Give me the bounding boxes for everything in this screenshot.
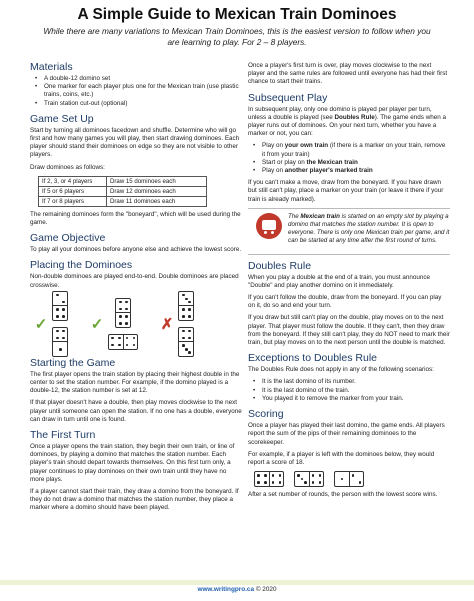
list-item: • It is the last domino of its number. bbox=[248, 378, 450, 386]
footer-copyright: © 2020 bbox=[254, 586, 277, 593]
list-item bbox=[248, 159, 450, 167]
domino-tile bbox=[52, 327, 68, 357]
table-cell: Draw 12 dominoes each bbox=[107, 186, 207, 196]
scoring-dominoes bbox=[254, 471, 450, 487]
text-run: Mexican train bbox=[300, 212, 340, 220]
text-run: Start or play on bbox=[262, 158, 307, 166]
exceptions-list bbox=[248, 378, 450, 403]
table-cell: If 2, 3, or 4 players bbox=[39, 176, 107, 186]
subsequent-paragraph bbox=[248, 106, 450, 139]
materials-heading: Materials bbox=[30, 61, 73, 73]
right-intro-paragraph: Once a player's first turn is over, play moves clockwise to the next player and the same rules are followed until everyone has had their first chance to start their trains. bbox=[248, 62, 448, 86]
table-row bbox=[39, 176, 207, 186]
list-item: • You played it to remove the marker from your train. bbox=[248, 395, 450, 403]
setup-paragraph: Start by turning all dominoes facedown and shuffle. Determine who will go first and how many games you will play, then start drawing dominoes. Each player should stand their dominoes on edge so they are not visible to other players. bbox=[30, 126, 240, 159]
subsequent-paragraph-2: If you can't make a move, draw from the boneyard. If you have drawn but still can't play, place a marker on your train (or leave it there if your train is already marked). bbox=[248, 179, 444, 203]
domino-stack bbox=[52, 291, 68, 357]
domino-tile bbox=[115, 298, 131, 328]
list-item: • It is the last domino of the train. bbox=[248, 387, 450, 395]
objective-heading: Game Objective bbox=[30, 232, 106, 245]
exceptions-heading: Exceptions to Doubles Rule bbox=[248, 352, 377, 365]
setup-draw-text: Draw dominoes as follows: bbox=[30, 163, 105, 171]
text-run: Play on bbox=[262, 142, 285, 150]
mexican-train-note-text bbox=[288, 213, 450, 246]
page-title: A Simple Guide to Mexican Train Dominoes bbox=[77, 6, 397, 23]
domino-tile bbox=[178, 291, 194, 321]
subsequent-options-list bbox=[248, 142, 450, 175]
placing-heading: Placing the Dominoes bbox=[30, 259, 133, 272]
objective-paragraph: To play all your dominoes before anyone else and achieve the lowest score. bbox=[30, 246, 242, 254]
scoring-paragraph-2: For example, if a player is left with the dominoes below, they would report a score of 18. bbox=[248, 450, 435, 466]
footer bbox=[0, 586, 474, 593]
draw-table bbox=[38, 176, 207, 207]
doubles-paragraph-1: When you play a double at the end of a train, you must announce "Double" and play another domino on it immediately. bbox=[248, 273, 431, 289]
text-run: is started on an empty slot by playing a domino that matches the station number. It is open to everyone. There is only one Mexican train per game, and it can be started at any time after the first round of turns. bbox=[288, 212, 450, 245]
doubles-paragraph-3: If you draw but still can't play on the double, play moves on to the next player. That player must follow the double. If they can't, then they draw from the boneyard. If they still can't play, they do NOT need to mark their train, but play moves on to the next person until the double is matched. bbox=[248, 314, 450, 347]
domino-tile bbox=[334, 471, 364, 487]
setup-heading: Game Set Up bbox=[30, 112, 94, 125]
first-turn-paragraph-1: Once a player opens the train station, they begin their own train, or line of dominoes, by playing a domino that matches the station number. Each player's train should depart towards themselves. On this first turn only, a player continues to play dominoes on their own train until they have no more plays. bbox=[30, 443, 235, 483]
text-run: ). The game ends when a player runs out of dominoes. On your next turn, whether you have a marker or not, you can: bbox=[248, 113, 447, 138]
check-icon: ✓ bbox=[90, 315, 104, 333]
domino-tile bbox=[178, 327, 194, 357]
domino-tile bbox=[108, 334, 138, 350]
scoring-paragraph-1: Once a player has played their last domino, the game ends. All players report the sum of the pips of their remaining dominoes to the scorekeeper. bbox=[248, 422, 445, 446]
mexican-train-note bbox=[248, 208, 450, 255]
list-item: • A double-12 domino set bbox=[30, 75, 242, 83]
domino-example-correct-1 bbox=[34, 296, 68, 352]
footer-link[interactable]: www.writingpro.ca bbox=[197, 586, 255, 593]
scoring-heading: Scoring bbox=[248, 408, 284, 421]
check-icon: ✓ bbox=[34, 315, 48, 333]
exceptions-paragraph: The Doubles Rule does not apply in any of the following scenarios: bbox=[248, 366, 434, 374]
domino-tile bbox=[254, 471, 284, 487]
table-row bbox=[39, 196, 207, 206]
list-item: • One marker for each player plus one for the Mexican train (use plastic trains, coins, etc.) bbox=[30, 83, 242, 99]
starting-paragraph-2: If that player doesn't have a double, then play moves clockwise to the next player until someone can open the station. If no one has a double, everyone can draw in turn until one is found. bbox=[30, 399, 242, 423]
domino-examples bbox=[34, 296, 242, 352]
text-run: the Mexican train bbox=[306, 158, 358, 166]
domino-tile bbox=[52, 291, 68, 321]
scoring-paragraph-3: After a set number of rounds, the person with the lowest score wins. bbox=[248, 491, 438, 499]
text-run: In subsequent play, only one domino is played per player per turn, unless a double is played (see bbox=[248, 105, 432, 121]
doubles-rule-ref: Doubles Rule bbox=[334, 113, 375, 121]
text-run: Play on bbox=[262, 167, 285, 175]
placing-paragraph: Non-double dominoes are played end-to-end. Double dominoes are placed crosswise. bbox=[30, 273, 239, 289]
train-icon bbox=[256, 213, 282, 239]
doubles-paragraph-2: If you can't follow the double, draw from the boneyard. If you can play on it, do so and end your turn. bbox=[248, 294, 442, 310]
domino-stack bbox=[108, 298, 138, 350]
table-cell: If 7 or 8 players bbox=[39, 196, 107, 206]
subsequent-heading: Subsequent Play bbox=[248, 91, 328, 104]
domino-example-incorrect bbox=[160, 296, 194, 352]
domino-stack bbox=[178, 291, 194, 357]
text-run: (if there is a marker on your train, remove it from your train) bbox=[262, 142, 446, 158]
starting-heading: Starting the Game bbox=[30, 356, 116, 369]
right-column bbox=[248, 62, 450, 503]
table-cell: Draw 15 dominoes each bbox=[107, 176, 207, 186]
footer-bar bbox=[0, 580, 474, 585]
text-run: your own train bbox=[284, 142, 329, 150]
table-cell: If 5 or 6 players bbox=[39, 186, 107, 196]
list-item: • Train station cut-out (optional) bbox=[30, 100, 242, 108]
text-run: The bbox=[288, 212, 301, 220]
starting-paragraph-1: The first player opens the train station by placing their highest double in the center to set the station number. For example, if the domino played is a double-12, the station number is set at 12. bbox=[30, 370, 240, 395]
text-run: another player's marked train bbox=[284, 167, 373, 175]
doubles-heading: Doubles Rule bbox=[248, 259, 312, 272]
list-item bbox=[248, 142, 450, 158]
first-turn-paragraph-2: If a player cannot start their train, they draw a domino from the boneyard. If they do not draw a domino that matches the station number, they place a marker where a domino should have been played. bbox=[30, 488, 239, 512]
materials-list bbox=[30, 75, 242, 108]
cross-icon: ✗ bbox=[160, 315, 174, 333]
list-item bbox=[248, 167, 450, 175]
domino-example-correct-2 bbox=[90, 296, 138, 352]
domino-tile bbox=[294, 471, 324, 487]
table-cell: Draw 11 dominoes each bbox=[107, 196, 207, 206]
table-row bbox=[39, 186, 207, 196]
left-column bbox=[30, 56, 242, 517]
boneyard-paragraph: The remaining dominoes form the "boneyard", which will be used during the game. bbox=[30, 210, 241, 227]
first-turn-heading: The First Turn bbox=[30, 429, 96, 442]
page-subtitle: While there are many variations to Mexican Train Dominoes, this is the easiest version to follow when you are learning to play. For 2 – 8 players. bbox=[43, 26, 431, 47]
